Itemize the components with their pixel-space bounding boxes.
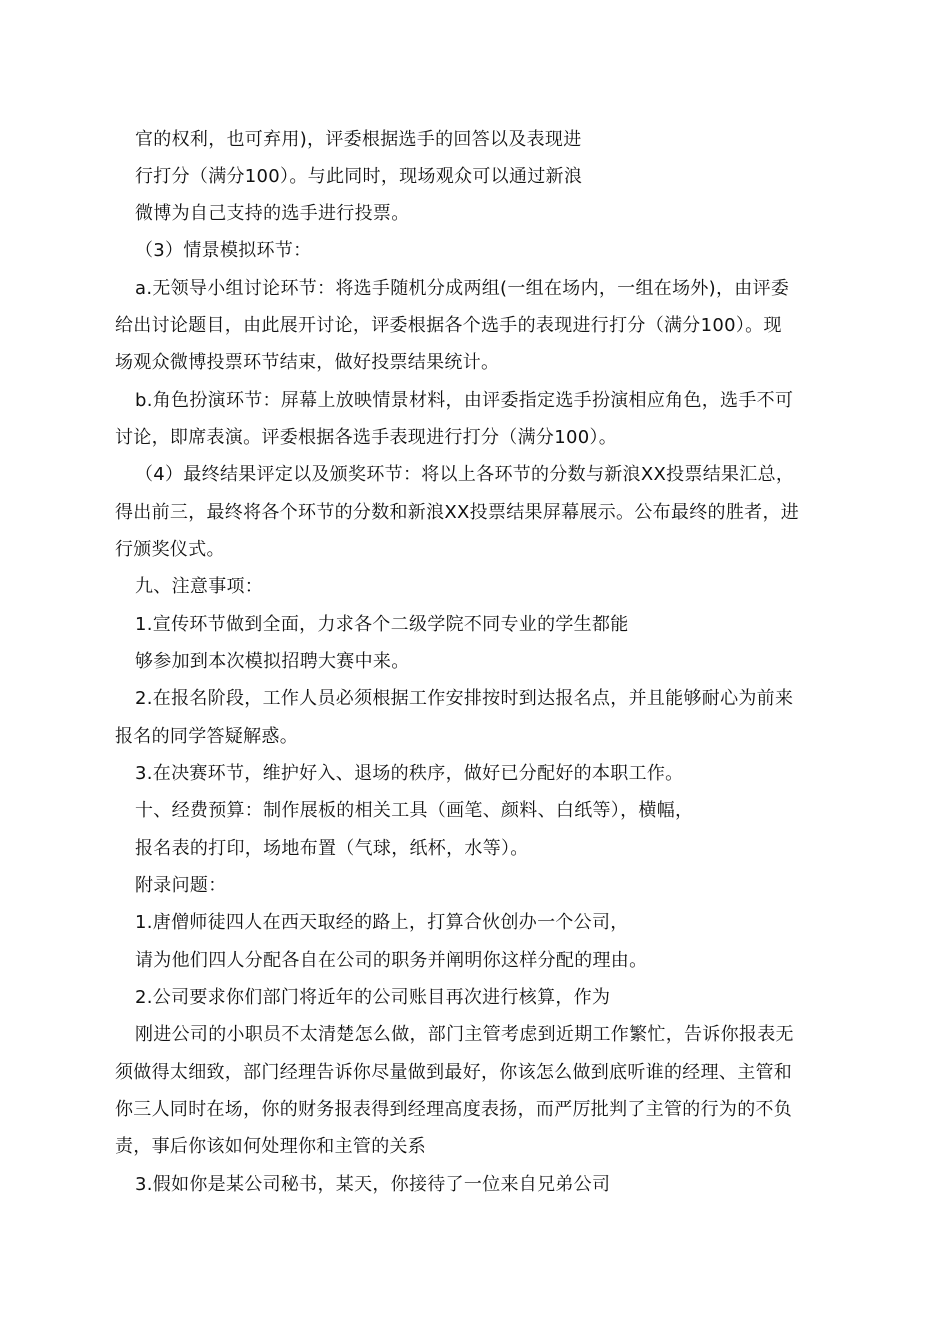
section-heading: 九、注意事项： — [135, 576, 264, 597]
section-heading: 附录问题： — [135, 875, 227, 896]
text-line: 请为他们四人分配各自在公司的职务并阐明你这样分配的理由。 — [135, 950, 648, 971]
text-line: 3.假如你是某公司秘书，某天，你接待了一位来自兄弟公司 — [135, 1174, 611, 1195]
text-line: 2.公司要求你们部门将近年的公司账目再次进行核算，作为 — [135, 987, 611, 1008]
section-heading: 十、经费预算：制作展板的相关工具（画笔、颜料、白纸等），横幅， — [135, 800, 694, 821]
text-line: 3.在决赛环节，维护好入、退场的秩序，做好已分配好的本职工作。 — [135, 763, 684, 784]
text-line: a.无领导小组讨论环节：将选手随机分成两组(一组在场内，一组在场外)，由评委 — [135, 278, 790, 299]
text-line: 刚进公司的小职员不太清楚怎么做，部门主管考虑到近期工作繁忙，告诉你报表无 — [135, 1024, 794, 1045]
text-line: b.角色扮演环节：屏幕上放映情景材料，由评委指定选手扮演相应角色，选手不可 — [135, 390, 794, 411]
text-line: 场观众微博投票环节结束，做好投票结果统计。 — [115, 352, 500, 373]
section-heading: （3）情景模拟环节： — [135, 240, 312, 261]
text-line: 2.在报名阶段，工作人员必须根据工作安排按时到达报名点，并且能够耐心为前来 — [135, 688, 794, 709]
text-line: 得出前三，最终将各个环节的分数和新浪XX投票结果屏幕展示。公布最终的胜者，进 — [115, 502, 800, 523]
text-line: 行打分（满分100）。与此同时，现场观众可以通过新浪 — [135, 166, 583, 187]
text-line: 须做得太细致，部门经理告诉你尽量做到最好，你该怎么做到底听谁的经理、主管和 — [115, 1062, 793, 1083]
section-heading: （4）最终结果评定以及颁奖环节：将以上各环节的分数与新浪XX投票结果汇总， — [135, 464, 795, 485]
text-line: 1.唐僧师徒四人在西天取经的路上，打算合伙创办一个公司， — [135, 912, 629, 933]
text-line: 报名表的打印，场地布置（气球，纸杯，水等）。 — [135, 838, 529, 859]
text-line: 报名的同学答疑解惑。 — [115, 726, 298, 747]
text-line: 够参加到本次模拟招聘大赛中来。 — [135, 651, 410, 672]
text-line: 你三人同时在场，你的财务报表得到经理高度表扬，而严厉批判了主管的行为的不负 — [115, 1099, 793, 1120]
text-line: 行颁奖仪式。 — [115, 539, 225, 560]
text-line: 责，事后你该如何处理你和主管的关系 — [115, 1136, 427, 1157]
text-line: 给出讨论题目，由此展开讨论，评委根据各个选手的表现进行打分（满分100）。现 — [115, 315, 782, 336]
text-line: 微博为自己支持的选手进行投票。 — [135, 203, 410, 224]
text-line: 官的权利，也可弃用)，评委根据选手的回答以及表现进 — [135, 129, 582, 150]
text-line: 1.宣传环节做到全面，力求各个二级学院不同专业的学生都能 — [135, 614, 629, 635]
text-line: 讨论，即席表演。评委根据各选手表现进行打分（满分100）。 — [115, 427, 618, 448]
